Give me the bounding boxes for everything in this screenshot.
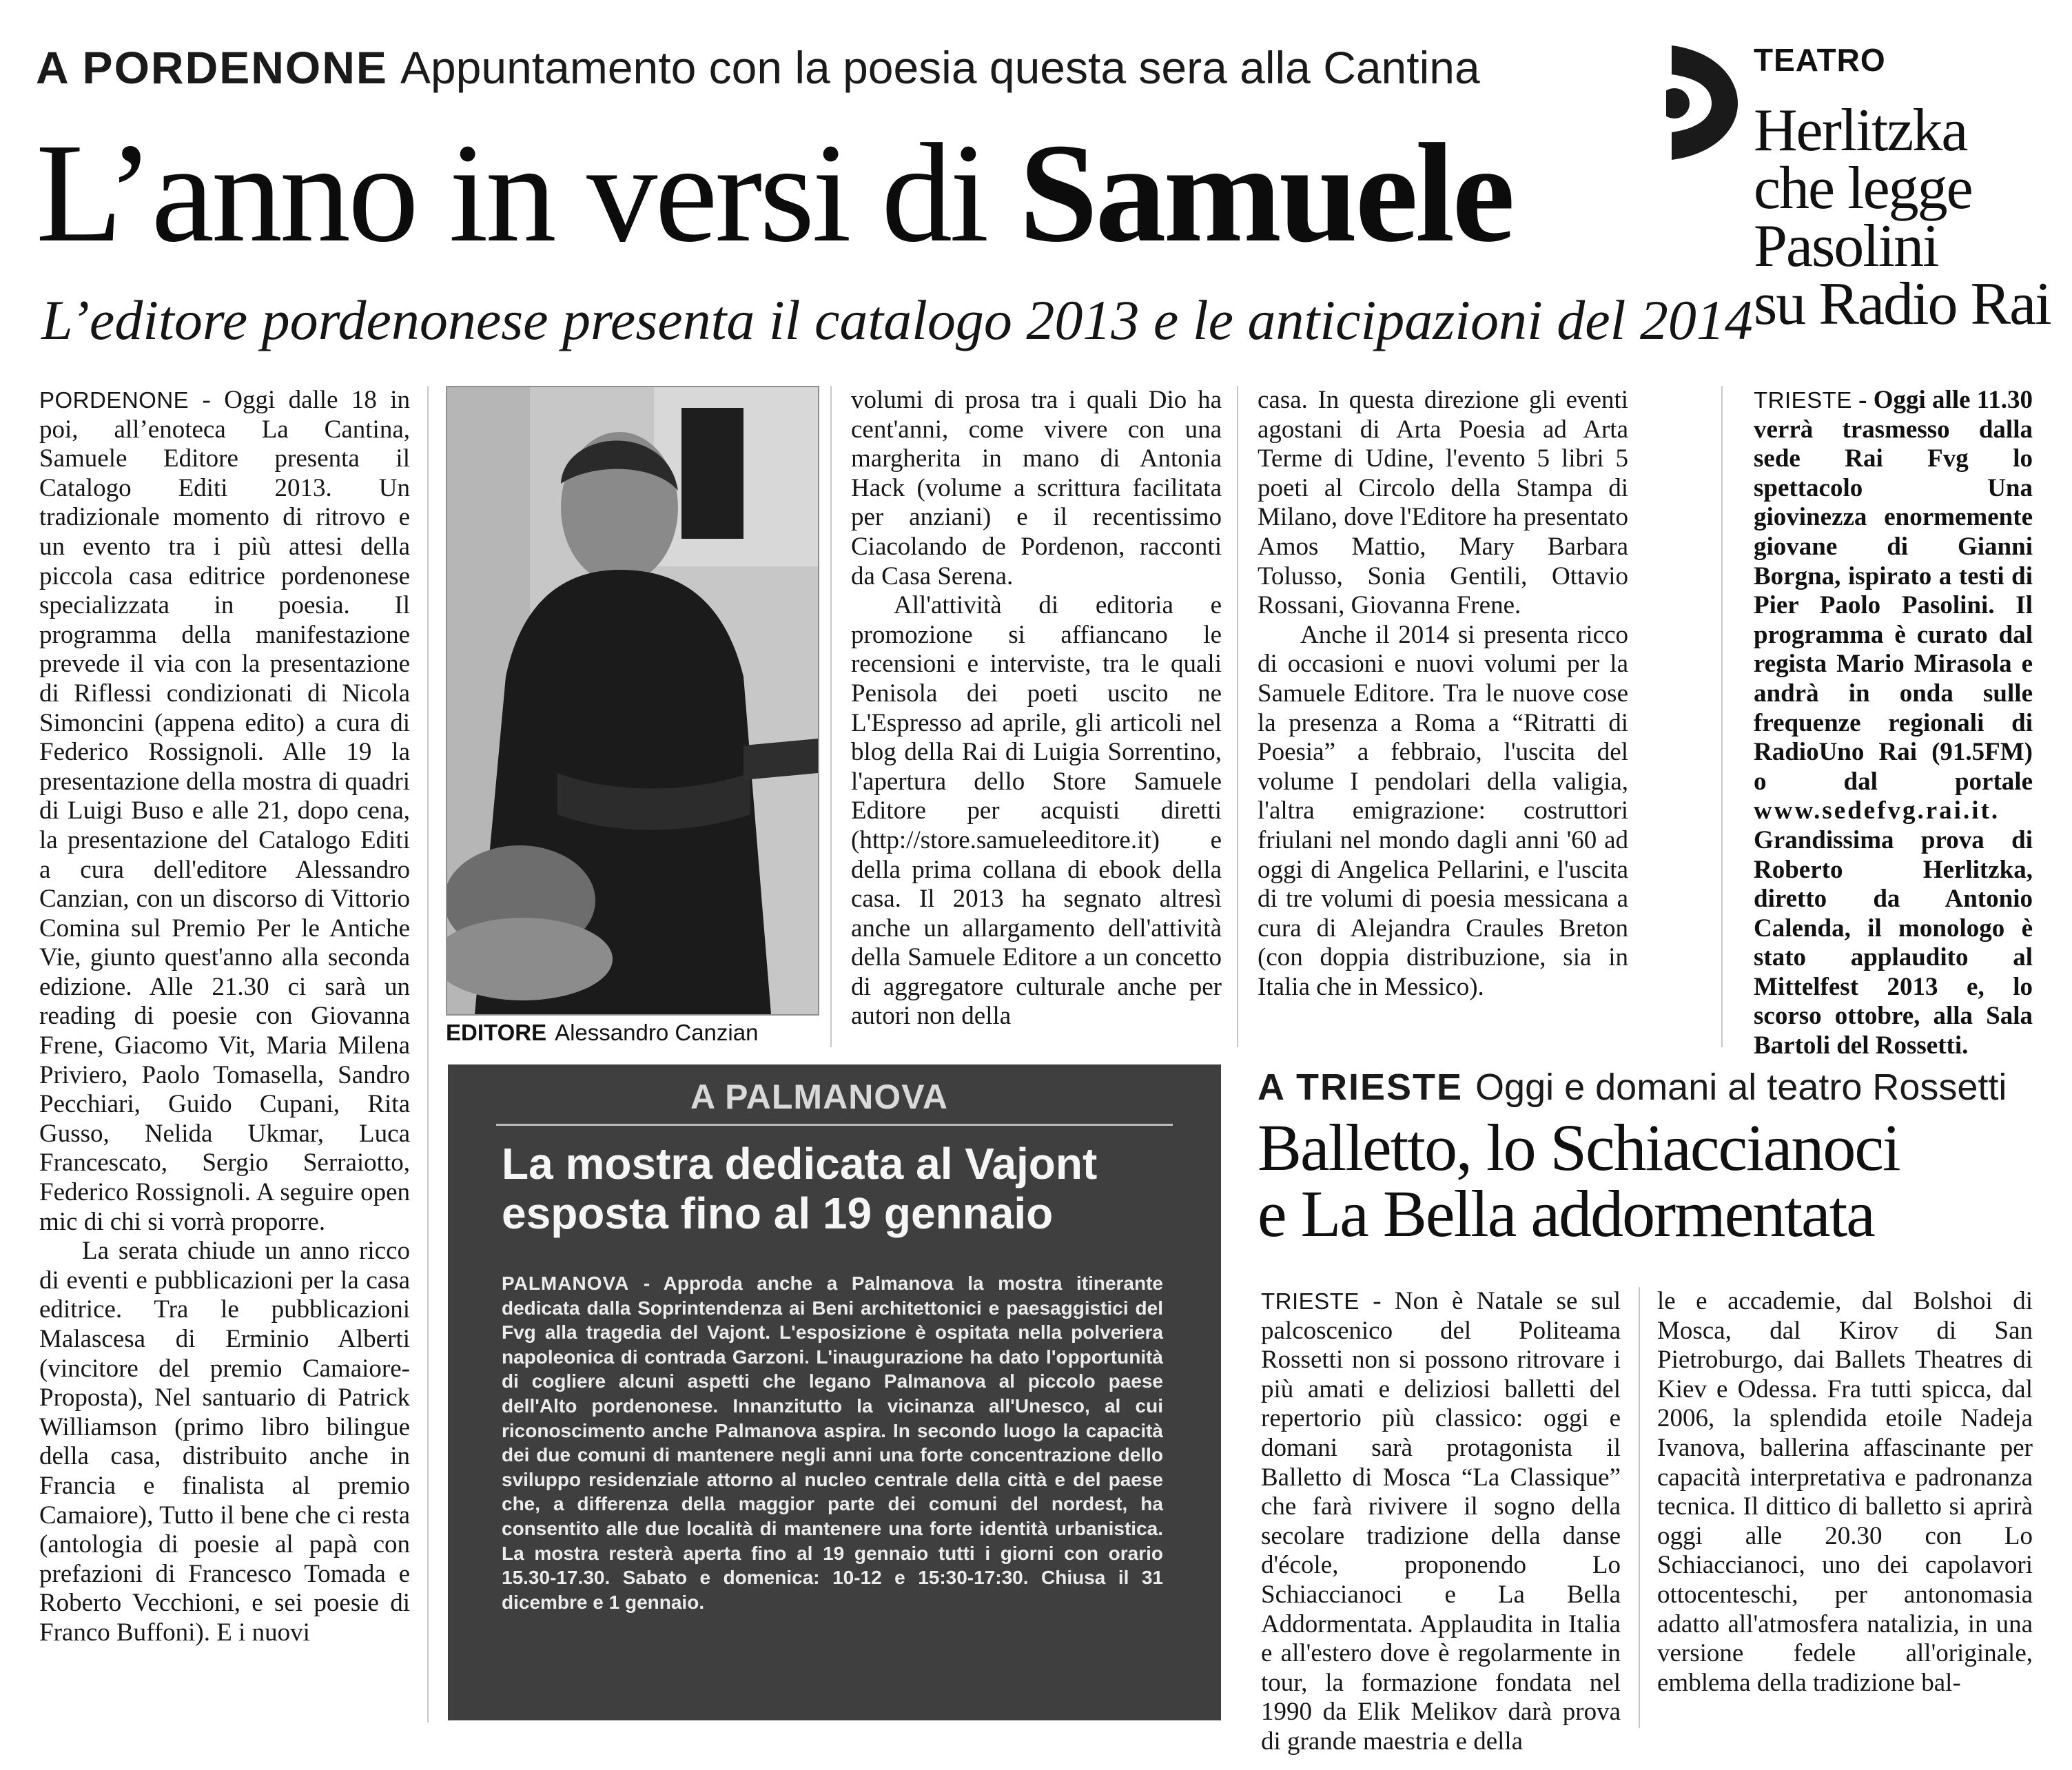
sidebar-title-line: su Radio Rai — [1754, 271, 2051, 338]
editor-photo — [446, 386, 819, 1016]
box-title-line: La mostra dedicata al Vajont — [502, 1139, 1098, 1188]
main-headline — [36, 114, 1512, 271]
paragraph — [39, 386, 410, 1237]
sidebar-body — [1754, 386, 2033, 1061]
sidebar-body-a: - Oggi alle 11.30 verrà trasmesso dalla sede Rai Fvg lo spettacolo Una giovinezza enormemente giovane di Gianni Borgna, ispirato a testi di Pier Paolo Pasolini. Il programma è curato dal regista Mario Mirasola e andrà in onda sulle frequenze regionali di RadioUno Rai (91.5FM) o dal portale — [1754, 386, 2033, 796]
box-dateline: PALMANOVA — [502, 1273, 630, 1294]
kicker-text: Appuntamento con la poesia questa sera alla Cantina — [400, 42, 1480, 93]
box-title-line: esposta fino al 19 gennaio — [502, 1188, 1054, 1238]
ballet-kicker-place: A TRIESTE — [1258, 1067, 1464, 1108]
sidebar-title — [1754, 97, 2057, 338]
paragraph-text: - Non è Natale se sul palcoscenico del Politeama Rossetti non si possono ritrovare i più amati e deliziosi balletti del repertorio più classico: oggi e domani sarà protagonista il Balletto di Mosca “La Classique” che farà rivivere il sogno della secolare tradizione della danse d'école, proponendo Lo Schiaccianoci e La Bella Addormentata. Applaudita in Italia e all'estero dove è regolarmente in tour, la formazione fondata nel 1990 da Elik Melikov darà prova di grande maestria e della — [1261, 1287, 1621, 1756]
column-rule — [1639, 1287, 1640, 1728]
headline-normal: L’anno in versi di — [36, 114, 1019, 271]
ballet-column-2 — [1657, 1287, 2033, 1728]
paragraph: volumi di prosa tra i quali Dio ha cent'anni, come vivere con una margherita in mano di Antonia Hack (volume a scrittura facilitata per anziani) e il recentissimo Ciacolando de Pordenon, racconti da Casa Serena. — [851, 386, 1222, 590]
paragraph: All'attività di editoria e promozione si affiancano le recensioni e interviste, tra le quali Penisola dei poeti uscito ne L'Espresso ad aprile, gli articoli nel blog della Rai di Luigia Sorrentino, l'apertura dello Store Samuele Editore per acquisti diretti (http://store.samueleeditore.it) e della prima collana di ebook della casa. Il 2013 ha segnato altresì anche un allargamento dell'attività della Samuele Editore a un concetto di aggregatore culturale anche per autori non della — [851, 591, 1222, 1031]
box-kicker: A PALMANOVA — [690, 1078, 948, 1116]
paragraph — [1261, 1287, 1621, 1757]
sidebar-kicker: TEATRO — [1754, 42, 1886, 78]
photo-caption — [446, 1020, 758, 1046]
paragraph: le e accademie, dal Bolshoi di Mosca, dal Kirov di San Pietroburgo, dai Ballets Theatres di Kiev e Odessa. Fra tutti spicca, dal 2006, la splendida etoile Nadeja Ivanova, ballerina affascinante per capacità interpretativa e padronanza tecnica. Il dittico di balletto si aprirà oggi alle 20.30 con Lo Schiaccianoci, uno dei capolavori ottocenteschi, per antonomasia adatto all'atmosfera natalizia, in una versione fedele all'originale, emblema della tradizione bal- — [1657, 1287, 2033, 1697]
sidebar-body-b: . Grandissima prova di Roberto Herlitzka, diretto da Antonio Calenda, il monologo è stato applaudito al Mittelfest 2013 e, lo scorso ottobre, alla Sala Bartoli del Rossetti. — [1754, 796, 2033, 1060]
play-icon — [1666, 44, 1742, 161]
caption-text: Alessandro Canzian — [555, 1020, 759, 1045]
paragraph: La serata chiude un anno ricco di eventi e pubblicazioni per la casa editrice. Tra le pubblicazioni Malascesa di Erminio Alberti (vincitore del premio Camaiore-Proposta), Nel santuario di Patrick Williamson (primo libro bilingue della casa, distribuito anche in Francia e finalista al premio Camaiore), Tutto il bene che ci resta (antologia di poesie al papà con prefazioni di Francesco Tomada e Roberto Vecchioni, e sei poesie di Franco Buffoni). E i nuovi — [39, 1237, 410, 1647]
headline-bold: Samuele — [1018, 114, 1512, 271]
article-column-3 — [851, 386, 1222, 1031]
main-subhead: L’editore pordenonese presenta il catalogo 2013 e le anticipazioni del 2014 — [41, 289, 1753, 351]
palmanova-box — [448, 1064, 1221, 1720]
sidebar-title-line: che legge — [1754, 155, 1972, 222]
kicker-place: A PORDENONE — [36, 42, 388, 93]
column-rule — [1721, 386, 1723, 1047]
ballet-title-line: Balletto, lo Schiaccianoci — [1258, 1111, 1900, 1184]
box-body — [502, 1271, 1163, 1614]
column-rule — [1237, 386, 1238, 1047]
column-rule — [427, 386, 429, 1722]
sidebar-dateline: TRIESTE — [1754, 387, 1852, 413]
ballet-dateline: TRIESTE — [1261, 1288, 1360, 1314]
ballet-kicker — [1258, 1064, 2007, 1110]
sidebar-url: www.sedefvg.rai.it — [1754, 796, 1991, 825]
ballet-column-1 — [1261, 1287, 1621, 1757]
ballet-kicker-text: Oggi e domani al teatro Rossetti — [1475, 1067, 2007, 1108]
box-kicker-rule — [496, 1124, 1173, 1126]
sidebar-title-line: Herlitzka — [1754, 97, 1967, 164]
caption-label: EDITORE — [446, 1020, 547, 1045]
article-column-1 — [39, 386, 410, 1648]
box-title — [502, 1139, 1191, 1238]
main-kicker — [36, 40, 1480, 95]
paragraph: Anche il 2014 si presenta ricco di occasioni e nuovi volumi per la Samuele Editore. Tra le nuove cose la presenza a Roma a “Ritratti di Poesia” a febbraio, l'uscita del volume I pendolari della valigia, l'altra emigrazione: costruttori friulani nel mondo dagli anni '60 ad oggi di Angelica Pellarini, e l'uscita di tre volumi di poesia messicana a cura di Alejandra Craules Breton (con doppia distribuzione, sia in Italia che in Messico). — [1258, 620, 1628, 1001]
ballet-title — [1258, 1111, 2050, 1251]
column-rule — [830, 386, 832, 1047]
paragraph: casa. In questa direzione gli eventi agostani di Arta Poesia ad Arta Terme di Udine, l'evento 5 libri 5 poeti al Circolo della Stampa di Milano, dove l'Editore ha presentato Amos Mattio, Mary Barbara Tolusso, Sonia Gentili, Ottavio Rossani, Giovanna Frene. — [1258, 386, 1628, 620]
box-body-text: - Approda anche a Palmanova la mostra itinerante dedicata dalla Soprintendenza ai Beni architettonici e paesaggistici del Fvg alla tragedia del Vajont. L'esposizione è ospitata nella polveriera napoleonica di contrada Garzoni. L'inaugurazione ha dato l'opportunità di cogliere alcuni aspetti che legano Palmanova al piccolo paese dell'Alto pordenonese. Innanzitutto la vicinanza all'Unesco, al cui riconoscimento anche Palmanova aspira. In secondo luogo la capacità dei due comuni di mantenere negli anni una forte concentrazione dello sviluppo residenziale attorno al nucleo centrale della città e del paese che, a differenza della maggior parte dei comuni del nordest, ha consentito alle due località di mantenere una forte identità urbanistica. La mostra resterà aperta fino al 19 gennaio tutti i giorni con orario 15.30-17.30. Sabato e domenica: 10-12 e 15:30-17:30. Chiusa il 31 dicembre e 1 gennaio. — [502, 1273, 1163, 1613]
sidebar-title-line: Pasolini — [1754, 213, 1938, 280]
paragraph-text: - Oggi dalle 18 in poi, all’enoteca La Cantina, Samuele Editore presenta il Catalogo Editi 2013. Un tradizionale momento di ritrovo e un evento tra i più attesi della piccola casa editrice pordenonese specializzata in poesia. Il programma della manifestazione prevede il via con la presentazione di Riflessi condizionati di Nicola Simoncini (appena edito) a cura di Federico Rossignoli. Alle 19 la presentazione della mostra di quadri di Luigi Buso e alle 21, dopo cena, la presentazione del Catalogo Editi a cura dell'editore Alessandro Canzian, con un discorso di Vittorio Comina sul Premio Per le Antiche Vie, giunto quest'anno alla seconda edizione. Alle 21.30 ci sarà un reading di poesie con Giovanna Frene, Giacomo Vit, Maria Milena Priviero, Paolo Tomasella, Sandro Pecchiari, Guido Cupani, Rita Gusso, Nelida Ukmar, Luca Francescato, Sergio Serraiotto, Federico Rossignoli. A seguire open mic di chi si vorrà proporre. — [39, 386, 410, 1236]
ballet-title-line: e La Bella addormentata — [1258, 1177, 1874, 1251]
article-column-4 — [1258, 386, 1628, 1002]
article-dateline: PORDENONE — [39, 387, 189, 413]
